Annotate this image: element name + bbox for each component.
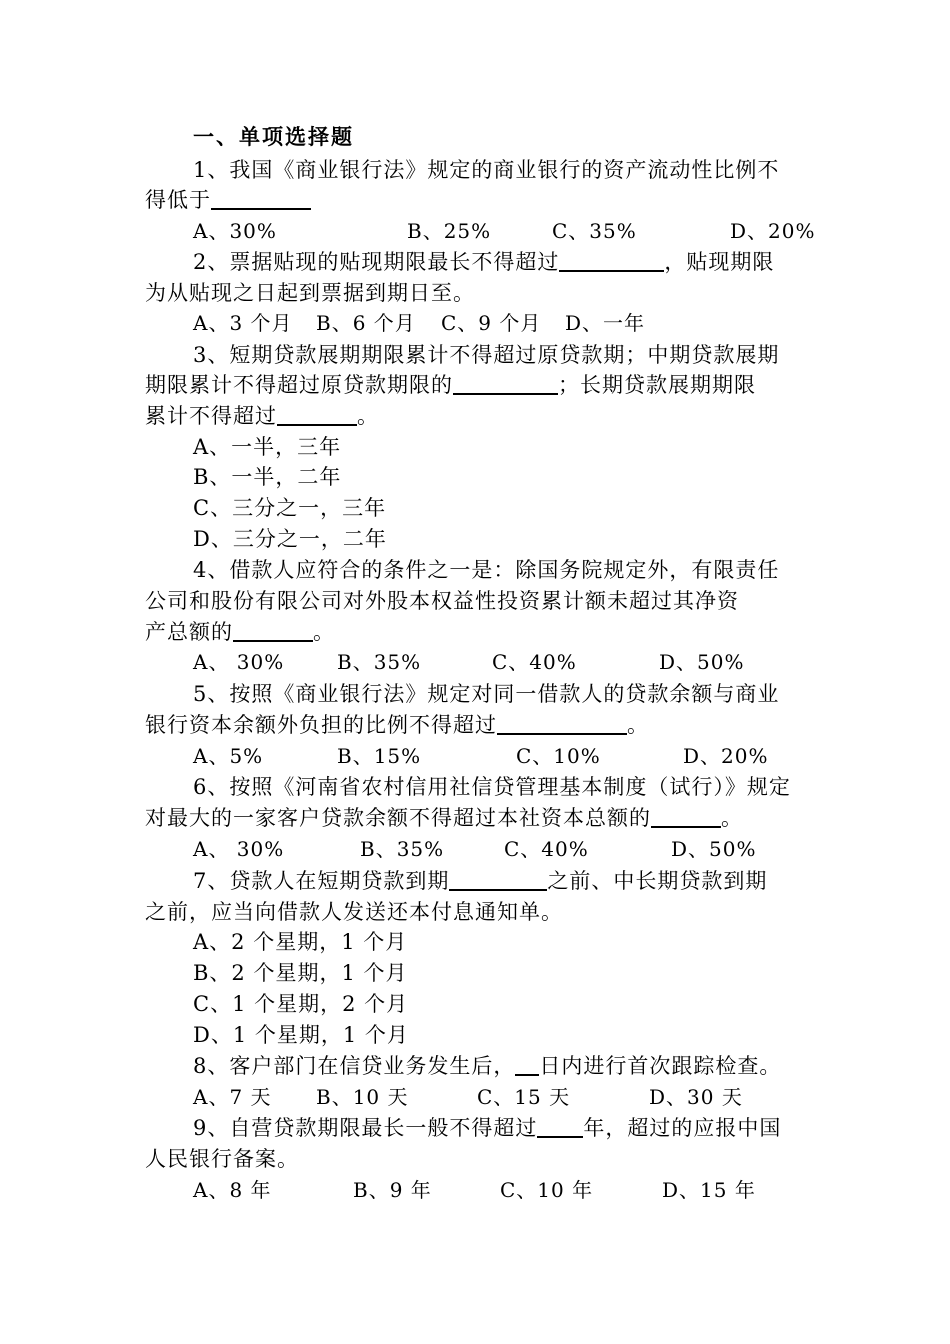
q5-line-2: 银行资本余额外负担的比例不得超过 。 [145,713,649,737]
q7-option-d: D、1 个星期，1 个月 [193,1023,409,1047]
q6-line-1: 6、按照《河南省农村信用社信贷管理基本制度（试行）》规定 [193,775,791,799]
q2-option-a: A、3 个月 [193,311,293,335]
q7-option-c: C、1 个星期，2 个月 [193,992,409,1016]
q9-option-b: B、9 年 [353,1178,432,1202]
q7-blank [449,867,547,891]
q5-option-a: A、5% [193,744,264,768]
q5-option-d: D、20% [683,744,769,768]
q9-option-c: C、10 年 [500,1178,594,1202]
q3-line-3: 累计不得超过 。 [145,404,379,428]
q2-line-2: 为从贴现之日起到票据到期日至。 [145,281,475,305]
q8-option-d: D、30 天 [649,1085,743,1109]
q6-option-c: C、40% [504,837,589,861]
q3-option-b: B、一半，二年 [193,465,342,489]
q9-line-2: 人民银行备案。 [145,1147,299,1171]
q3-line-2: 期限累计不得超过原贷款期限的 ；长期贷款展期期限 [145,373,756,397]
q4-line-3: 产总额的 。 [145,620,335,644]
q9-blank [537,1114,583,1138]
q8-blank [515,1052,539,1076]
q7-option-a: A、2 个星期，1 个月 [193,930,408,954]
q4-line-1: 4、借款人应符合的条件之一是：除国务院规定外，有限责任 [193,558,780,582]
q5-line-1: 5、按照《商业银行法》规定对同一借款人的贷款余额与商业 [193,682,780,706]
q4-option-a: A、 30% [193,650,285,674]
q1-option-a: A、30% [193,219,277,243]
q5-blank [497,711,627,735]
q7-option-b: B、2 个星期，1 个月 [193,961,408,985]
q3-option-c: C、三分之一，三年 [193,496,387,520]
q8-option-b: B、10 天 [316,1085,409,1109]
q3-option-a: A、一半，三年 [193,435,342,459]
q6-option-b: B、35% [360,837,445,861]
q4-option-d: D、50% [659,650,745,674]
q5-option-c: C、10% [516,744,601,768]
q1-option-c: C、35% [552,219,637,243]
q2-option-b: B、6 个月 [316,311,416,335]
q9-option-d: D、15 年 [662,1178,756,1202]
q9-line-1: 9、自营贷款期限最长一般不得超过 年，超过的应报中国 [193,1116,782,1140]
q6-line-2: 对最大的一家客户贷款余额不得超过本社资本总额的 。 [145,806,743,830]
q6-option-a: A、 30% [193,837,285,861]
q7-line-2: 之前，应当向借款人发送还本付息通知单。 [145,900,563,924]
q3-line-1: 3、短期贷款展期期限累计不得超过原贷款期；中期贷款展期 [193,343,780,367]
q4-option-b: B、35% [337,650,422,674]
q1-option-b: B、25% [407,219,492,243]
q3-blank-2 [277,402,357,426]
q8-option-a: A、7 天 [193,1085,272,1109]
q7-line-1: 7、贷款人在短期贷款到期 之前、中长期贷款到期 [193,869,768,893]
q1-blank [211,186,311,210]
q1-line-1: 1、我国《商业银行法》规定的商业银行的资产流动性比例不 [193,158,780,182]
q6-blank [651,804,721,828]
q4-option-c: C、40% [492,650,577,674]
q3-option-d: D、三分之一，二年 [193,527,387,551]
q1-option-d: D、20% [730,219,816,243]
q2-line-1: 2、票据贴现的贴现期限最长不得超过 ，贴现期限 [193,250,775,274]
section-title: 一、单项选择题 [193,124,354,149]
q1-line-2: 得低于 [145,185,311,215]
q3-blank-1 [453,371,558,395]
q8-option-c: C、15 天 [477,1085,571,1109]
q2-blank [559,248,664,272]
q9-option-a: A、8 年 [193,1178,272,1202]
q4-blank [233,618,313,642]
q2-option-d: D、一年 [565,311,646,335]
q4-line-2: 公司和股份有限公司对外股本权益性投资累计额未超过其净资 [145,589,739,613]
q8-line-1: 8、客户部门在信贷业务发生后， 日内进行首次跟踪检查。 [193,1054,782,1078]
q6-option-d: D、50% [671,837,757,861]
q5-option-b: B、15% [337,744,422,768]
q2-option-c: C、9 个月 [441,311,542,335]
